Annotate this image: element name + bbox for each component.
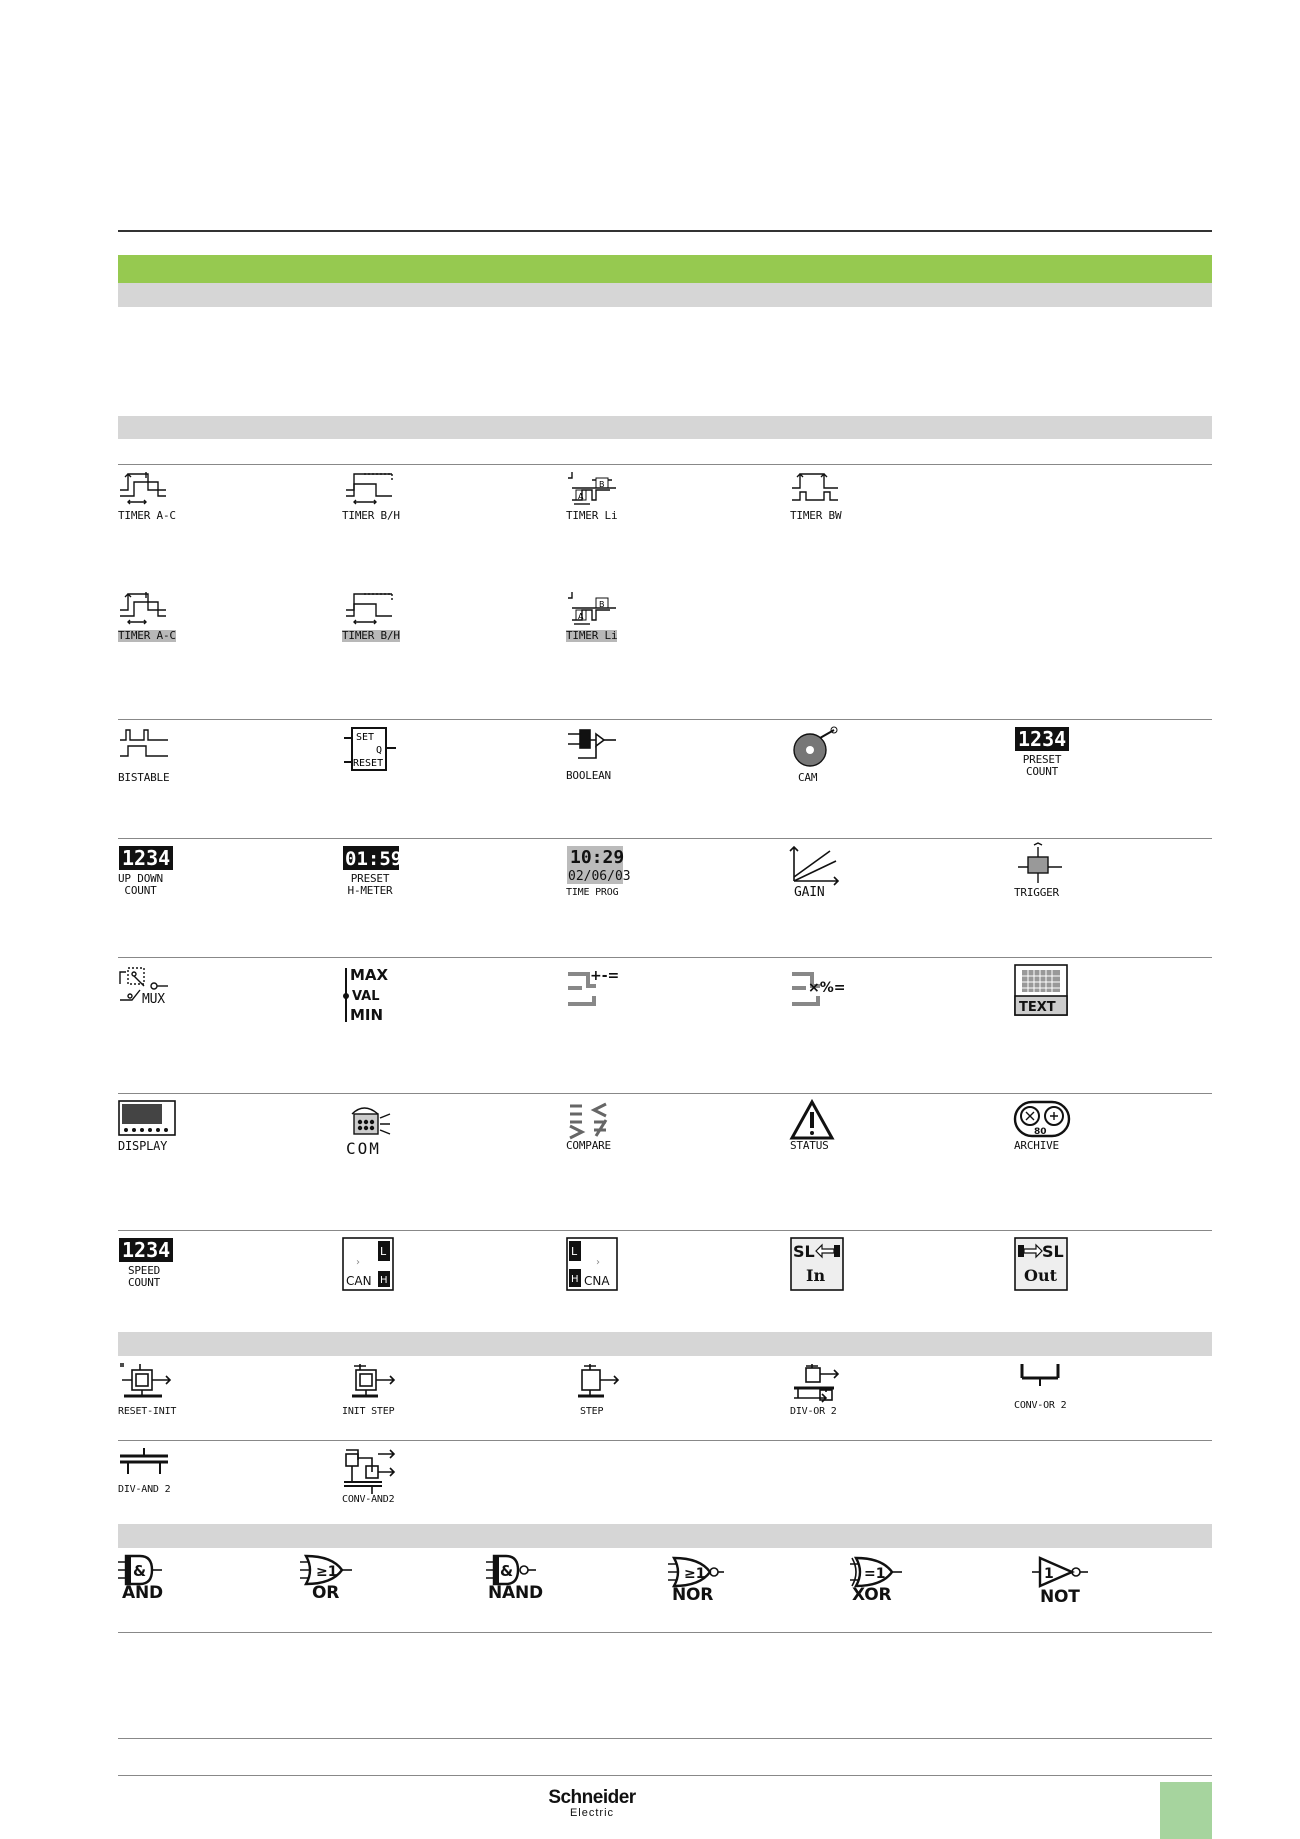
svg-text:A: A [578, 612, 584, 621]
div-or2-icon [790, 1362, 860, 1406]
brand-line2: Electric [569, 1807, 615, 1819]
time-prog-label: TIME PROG [566, 887, 619, 898]
sl-out-text: Out [1024, 1266, 1057, 1285]
not-label: NOT [1040, 1587, 1080, 1607]
bistable-label: BISTABLE [118, 771, 170, 784]
and-symbol: & [133, 1562, 147, 1580]
sl-in-block [790, 1237, 950, 1317]
nor-gate-block [668, 1556, 828, 1636]
hmeter-digits: 01:59 [345, 848, 403, 870]
counter-display-icon [118, 1237, 178, 1263]
timer-li-label: TIMER Li [566, 629, 618, 642]
text-icon [1014, 964, 1074, 1018]
status-label: STATUS [790, 1139, 829, 1152]
display-icon [118, 1100, 178, 1140]
set-reset-block [342, 726, 502, 806]
cna-arrow-icon: › [596, 1257, 600, 1268]
trigger-label: TRIGGER [1014, 886, 1059, 899]
com-block [342, 1100, 502, 1180]
gain-icon [790, 845, 850, 885]
display-block [118, 1100, 278, 1180]
brand-line1: Schneider [548, 1787, 636, 1808]
not-symbol: 1 [1044, 1566, 1054, 1582]
mul-div-text: ×%= [808, 980, 846, 996]
init-step-icon [342, 1362, 412, 1406]
add-sub-block [566, 964, 726, 1044]
can-l-text: L [380, 1245, 387, 1258]
preset-count-block [1014, 726, 1174, 806]
timer-ac-icon [118, 468, 178, 508]
timer-bh-label: TIMER B/H [342, 509, 400, 522]
divider [118, 1230, 1212, 1231]
preset-hmeter-label: PRESET H-METER [347, 872, 393, 897]
set-reset-icon [342, 726, 402, 774]
add-sub-icon [566, 964, 636, 1014]
q-text: Q [376, 745, 383, 756]
sl-out-sl-text: SL [1042, 1242, 1064, 1261]
timer-ac-variant-block [118, 588, 278, 668]
display-label: DISPLAY [118, 1139, 168, 1153]
min-max-icon [342, 964, 412, 1024]
divider [118, 1093, 1212, 1094]
section-band-sfc [118, 1332, 1212, 1356]
and-gate-block [118, 1554, 278, 1634]
xor-gate-block [850, 1556, 1010, 1636]
cam-label: CAM [798, 771, 818, 784]
text-block [1014, 964, 1174, 1044]
set-text: SET [356, 732, 375, 743]
speed-count-block [118, 1237, 278, 1317]
timer-ac-label: TIMER A-C [118, 629, 176, 642]
cna-icon [566, 1237, 626, 1293]
com-label: COM [346, 1139, 381, 1158]
cna-h-text: H [571, 1274, 579, 1285]
archive-number: 80 [1034, 1127, 1047, 1137]
boolean-block [566, 726, 726, 806]
max-text: MAX [350, 966, 389, 984]
timer-ac-block [118, 468, 278, 548]
can-arrow-icon: › [356, 1257, 360, 1268]
bistable-block [118, 726, 278, 806]
reset-init-block [118, 1362, 278, 1442]
or-gate-block [300, 1554, 460, 1634]
archive-tape-icon [1014, 1100, 1074, 1140]
min-text: MIN [350, 1006, 384, 1024]
nand-symbol: & [500, 1562, 514, 1580]
div-or2-label: DIV-OR 2 [790, 1406, 837, 1417]
mul-div-block [790, 964, 950, 1044]
sl-in-text: In [806, 1266, 826, 1285]
svg-text:B: B [599, 480, 605, 489]
div-and2-icon [118, 1446, 188, 1482]
subtitle-band [118, 283, 1212, 307]
mul-div-icon [790, 964, 860, 1014]
compare-icon [566, 1100, 626, 1140]
gain-label: GAIN [794, 885, 825, 900]
time-prog-date: 02/06/03 [568, 869, 631, 884]
divider [118, 1775, 1212, 1776]
or-label: OR [312, 1583, 340, 1603]
timer-bh-block [342, 468, 502, 548]
compare-label: COMPARE [566, 1139, 611, 1152]
add-sub-text: +-= [590, 968, 620, 984]
telephone-icon [342, 1100, 402, 1140]
conv-or2-block [1014, 1362, 1174, 1442]
boolean-icon [566, 726, 626, 766]
timer-bh-label: TIMER B/H [342, 629, 400, 642]
conv-and2-block [342, 1446, 502, 1526]
not-gate-block [1032, 1556, 1192, 1636]
sl-in-sl-text: SL [793, 1242, 815, 1261]
step-label: STEP [580, 1406, 604, 1417]
section-band-logic [118, 1524, 1212, 1548]
up-down-digits: 1234 [122, 846, 171, 870]
warning-icon [790, 1100, 850, 1140]
time-prog-display-icon [566, 845, 631, 885]
hour-meter-display-icon [342, 845, 402, 871]
preset-count-digits: 1234 [1018, 727, 1067, 751]
divider [118, 957, 1212, 958]
xor-symbol: =1 [864, 1566, 886, 1582]
timer-li-block [566, 468, 726, 548]
cna-text: CNA [584, 1274, 610, 1288]
conv-and2-label: CONV-AND2 [342, 1494, 395, 1505]
section-band-functions [118, 416, 1212, 439]
div-and2-block [118, 1446, 278, 1526]
timer-bh-variant-block [342, 588, 502, 668]
trigger-block [1014, 845, 1174, 925]
conv-and2-icon [342, 1446, 412, 1498]
speed-count-digits: 1234 [122, 1238, 171, 1262]
cam-block [790, 726, 950, 806]
boolean-label: BOOLEAN [566, 769, 611, 782]
min-max-block [342, 964, 502, 1044]
or-symbol: ≥1 [316, 1564, 338, 1580]
svg-text:B: B [599, 600, 605, 609]
status-block [790, 1100, 950, 1180]
sl-out-block [1014, 1237, 1174, 1317]
init-step-label: INIT STEP [342, 1406, 395, 1417]
timer-ac-icon [118, 588, 178, 628]
counter-display-icon [1014, 726, 1074, 752]
timer-bw-label: TIMER BW [790, 509, 842, 522]
timer-bh-icon [342, 468, 402, 508]
nand-gate-block [486, 1554, 646, 1634]
cam-icon [790, 726, 850, 770]
mux-label: MUX [142, 992, 165, 1007]
up-down-count-block [118, 845, 278, 925]
time-prog-block [566, 845, 726, 925]
divider [118, 464, 1212, 465]
bistable-icon [118, 726, 178, 766]
speed-count-label: SPEED COUNT [127, 1264, 161, 1289]
conv-or2-label: CONV-OR 2 [1014, 1400, 1067, 1411]
page-tab [1160, 1782, 1212, 1839]
text-text: TEXT [1019, 1000, 1056, 1015]
timer-li-icon [566, 468, 626, 508]
serial-link-in-icon [790, 1237, 850, 1293]
serial-link-out-icon [1014, 1237, 1074, 1293]
counter-display-icon [118, 845, 178, 871]
reset-text: RESET [353, 758, 384, 769]
xor-label: XOR [852, 1585, 892, 1605]
can-h-text: H [380, 1275, 388, 1286]
archive-block [1014, 1100, 1174, 1180]
can-block [342, 1237, 502, 1317]
div-and2-label: DIV-AND 2 [118, 1484, 171, 1495]
mux-block [118, 964, 278, 1044]
can-icon [342, 1237, 402, 1293]
divider [118, 838, 1212, 839]
val-text: VAL [352, 989, 380, 1004]
svg-text:A: A [578, 492, 584, 501]
cna-block [566, 1237, 726, 1317]
divider [118, 1738, 1212, 1739]
step-icon [566, 1362, 636, 1406]
timer-li-variant-block [566, 588, 726, 668]
timer-bw-icon [790, 468, 850, 508]
timer-bh-icon [342, 588, 402, 628]
up-down-count-label: UP DOWN COUNT [118, 872, 163, 897]
and-label: AND [122, 1583, 163, 1603]
conv-or2-icon [1014, 1362, 1084, 1398]
step-block [566, 1362, 726, 1442]
can-text: CAN [346, 1274, 372, 1288]
time-prog-time: 10:29 [570, 847, 625, 868]
timer-li-icon [566, 588, 626, 628]
title-bar [118, 255, 1212, 283]
trigger-icon [1014, 845, 1074, 885]
reset-init-label: RESET-INIT [118, 1406, 177, 1417]
schneider-electric-logo [542, 1788, 642, 1819]
timer-bw-block [790, 468, 950, 548]
preset-hmeter-block [342, 845, 502, 925]
timer-ac-label: TIMER A-C [118, 509, 176, 522]
gain-block [790, 845, 950, 925]
divider [118, 719, 1212, 720]
nand-label: NAND [488, 1583, 543, 1603]
archive-label: ARCHIVE [1014, 1139, 1059, 1152]
timer-li-label: TIMER Li [566, 509, 618, 522]
div-or2-block [790, 1362, 950, 1442]
reset-init-icon [118, 1362, 188, 1406]
header-rule [118, 230, 1212, 232]
cna-l-text: L [571, 1245, 578, 1258]
init-step-block [342, 1362, 502, 1442]
compare-block [566, 1100, 726, 1180]
nor-symbol: ≥1 [684, 1566, 706, 1582]
nor-label: NOR [672, 1585, 714, 1605]
preset-count-label: PRESET COUNT [1022, 753, 1062, 778]
